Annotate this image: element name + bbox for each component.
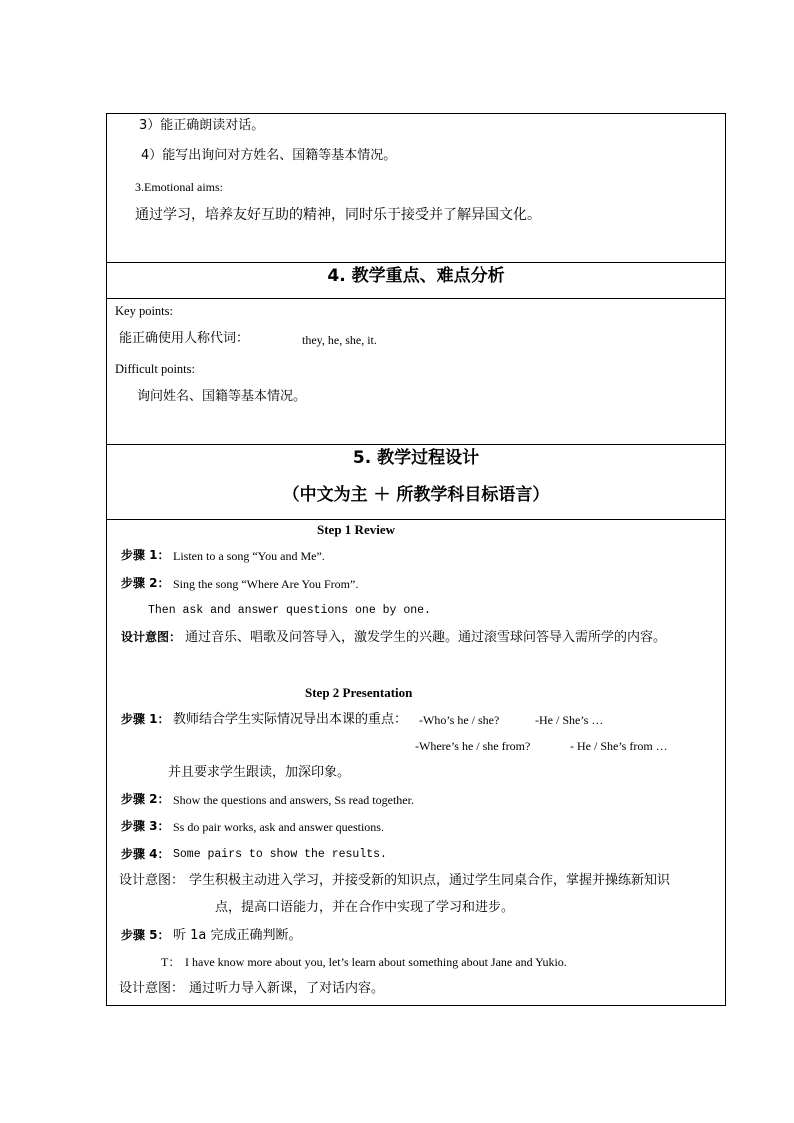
section-4-title: 4. 教学重点、难点分析 <box>327 266 505 286</box>
step-text: Then ask and answer questions one by one. <box>148 604 431 617</box>
step-text: Show the questions and answers, Ss read together. <box>173 793 414 807</box>
step-1-title: Step 1 Review <box>317 522 395 537</box>
key-points-pronouns: they, he, she, it. <box>302 333 377 347</box>
answer-where: - He / She’s from … <box>570 739 668 753</box>
step-label: 步骤 3： <box>121 819 170 833</box>
step-label: 步骤 1： <box>121 548 170 562</box>
step-text: Listen to a song “You and Me”. <box>173 549 325 563</box>
key-points-text: 能正确使用人称代词： <box>119 331 250 346</box>
step-text: 并且要求学生跟读，加深印象。 <box>168 765 351 780</box>
step-text: Some pairs to show the results. <box>173 848 387 861</box>
difficult-points-label: Difficult points: <box>115 362 195 376</box>
design-intent-text: 学生积极主动进入学习，并接受新的知识点，通过学生同桌合作，掌握并操练新知识 <box>189 873 671 888</box>
aim-item-3: 3）能正确朗读对话。 <box>139 118 265 133</box>
step-label: 步骤 2： <box>121 576 170 590</box>
design-intent-label: 设计意图： <box>119 873 185 888</box>
question-who: -Who’s he / she? <box>419 713 500 727</box>
teacher-line: I have know more about you, let’s learn about something about Jane and Yukio. <box>185 955 567 969</box>
step-text: Ss do pair works, ask and answer questions. <box>173 820 384 834</box>
step-text: 教师结合学生实际情况导出本课的重点： <box>173 712 408 727</box>
step-text: Sing the song “Where Are You From”. <box>173 577 359 591</box>
aim-item-4: 4）能写出询问对方姓名、国籍等基本情况。 <box>141 148 397 163</box>
step-label: 步骤 5： <box>121 928 170 942</box>
answer-who: -He / She’s … <box>535 713 604 727</box>
lesson-plan-table <box>106 113 726 1006</box>
emotional-aims-text: 通过学习，培养友好互助的精神，同时乐于接受并了解异国文化。 <box>135 207 541 223</box>
design-intent-label: 设计意图： <box>121 630 182 644</box>
teacher-label: T： <box>161 955 181 969</box>
question-where: -Where’s he / she from? <box>415 739 531 753</box>
design-intent-text: 点，提高口语能力，并在合作中实现了学习和进步。 <box>215 900 515 915</box>
row-divider <box>107 298 725 299</box>
design-intent-text: 通过音乐、唱歌及问答导入，激发学生的兴趣。通过滚雪球问答导入需所学的内容。 <box>185 630 667 645</box>
step-label: 步骤 2： <box>121 792 170 806</box>
row-divider <box>107 444 725 445</box>
emotional-aims-heading: 3.Emotional aims: <box>135 180 223 194</box>
section-5-title: 5. 教学过程设计 <box>352 448 480 468</box>
key-points-label: Key points: <box>115 304 173 318</box>
section-5-subtitle: （中文为主 ＋ 所教学科目标语言） <box>282 485 550 505</box>
step-text: 听 1a 完成正确判断。 <box>173 928 302 943</box>
row-divider <box>107 519 725 520</box>
difficult-points-text: 询问姓名、国籍等基本情况。 <box>137 389 307 404</box>
step-label: 步骤 4： <box>121 847 170 861</box>
step-label: 步骤 1： <box>121 712 170 726</box>
step-2-title: Step 2 Presentation <box>305 685 413 700</box>
design-intent-text: 通过听力导入新课，了对话内容。 <box>189 981 385 996</box>
design-intent-label: 设计意图： <box>119 981 185 996</box>
row-divider <box>107 262 725 263</box>
